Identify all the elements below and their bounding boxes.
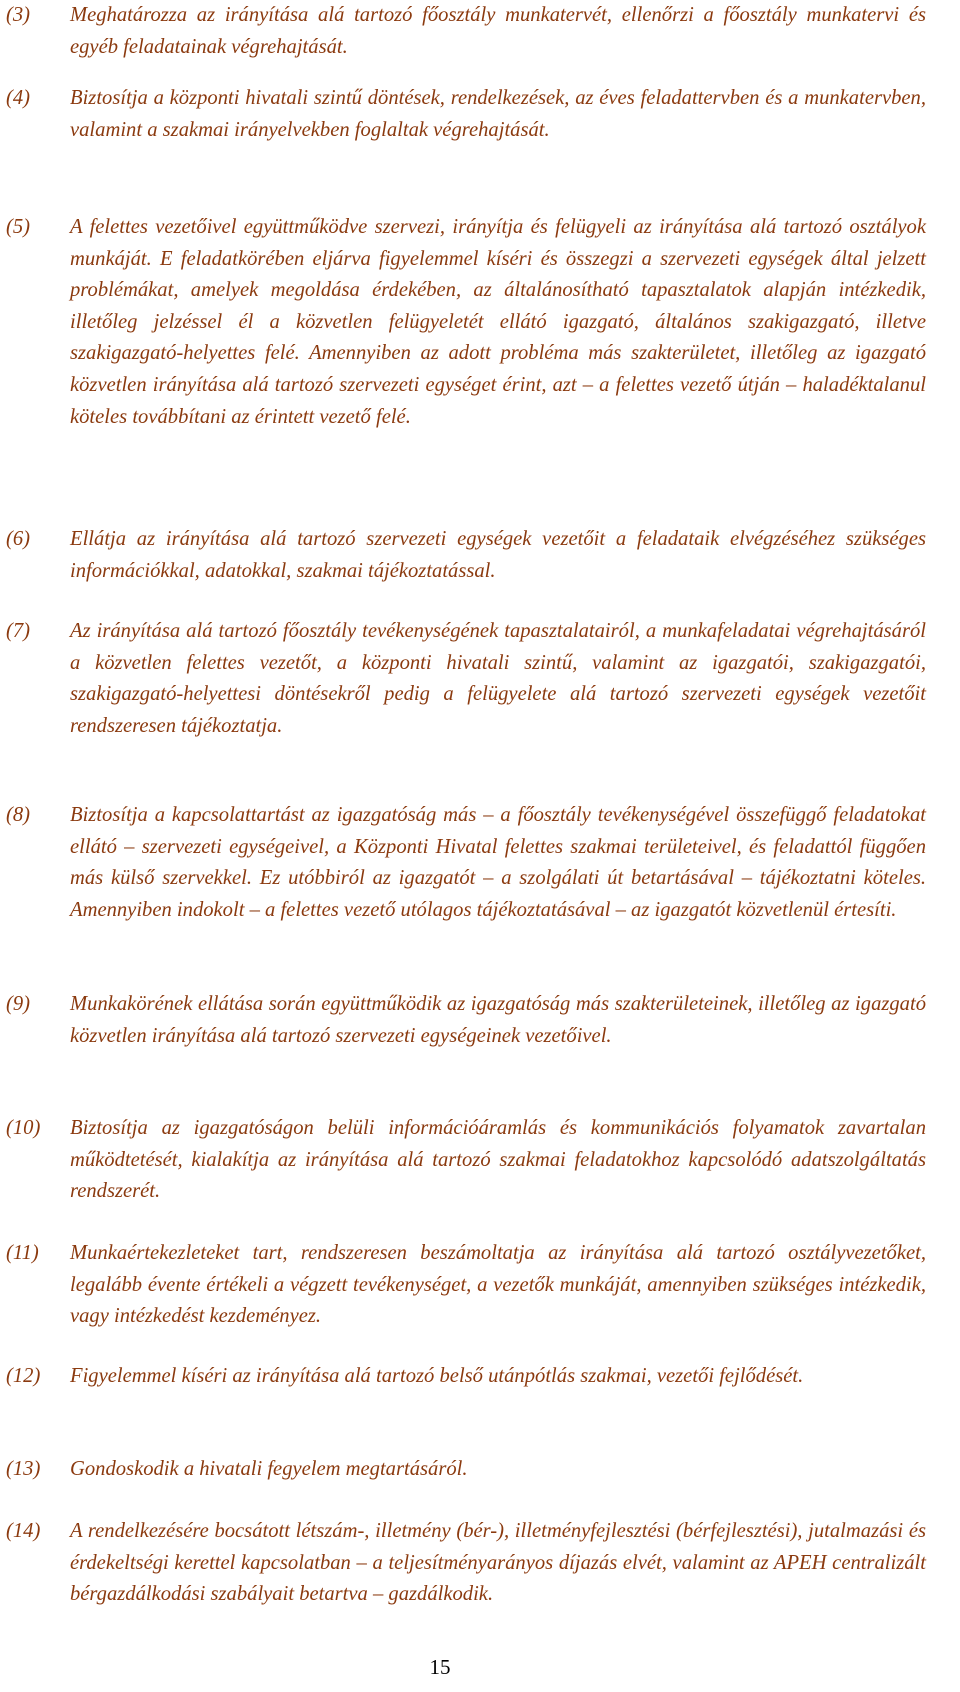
paragraph-6 bbox=[6, 524, 926, 587]
paragraph-number: (11) bbox=[6, 1242, 39, 1264]
paragraph-number: (4) bbox=[6, 87, 31, 109]
paragraph-number: (13) bbox=[6, 1458, 41, 1480]
paragraph-text: A rendelkezésére bocsátott létszám-, illetmény (bér-), illetményfejlesztési (bérfejlesztési), jutalmazási és érdekeltségi kerettel kapcsolatban – a teljesítményarányos díjazás elvét, valamint az APEH centralizált bérgazdálkodási szabályait betartva – gazdálkodik. bbox=[70, 1520, 926, 1606]
paragraph-8 bbox=[6, 800, 926, 926]
paragraph-text: Az irányítása alá tartozó főosztály tevékenységének tapasztalatairól, a munkafeladatai végrehajtásáról a közvetlen felettes vezetőt, a központi hivatali szintű, valamint az igazgatói, szakigazgatói, szakigazgató-helyettesi döntésekről pedig a felügyelete alá tartozó szervezeti egységek vezetőit rendszeresen tájékoztatja. bbox=[70, 620, 926, 737]
paragraph-text: Biztosítja a kapcsolattartást az igazgatóság más – a főosztály tevékenységével összefüggő feladatokat ellátó – szervezeti egységeivel, a Központi Hivatal felettes szakmai területeivel, és feladattól függően más külső szervekkel. Ez utóbbiról az igazgatót – a szolgálati út betartásával – tájékoztatni köteles. Amennyiben indokolt – a felettes vezető utólagos tájékoztatásával – az igazgatót közvetlenül értesíti. bbox=[70, 804, 926, 921]
paragraph-number: (14) bbox=[6, 1520, 41, 1542]
paragraph-4 bbox=[6, 83, 926, 146]
paragraph-5 bbox=[6, 212, 926, 433]
paragraph-12 bbox=[6, 1361, 926, 1393]
paragraph-number: (8) bbox=[6, 804, 31, 826]
paragraph-text: Figyelemmel kíséri az irányítása alá tartozó belső utánpótlás szakmai, vezetői fejlődését. bbox=[70, 1365, 804, 1387]
paragraph-number: (6) bbox=[6, 528, 31, 550]
paragraph-text: Biztosítja a központi hivatali szintű döntések, rendelkezések, az éves feladattervben és a munkatervben, valamint a szakmai irányelvekben foglaltak végrehajtását. bbox=[70, 87, 926, 141]
paragraph-11 bbox=[6, 1238, 926, 1333]
paragraph-text: Munkaértekezleteket tart, rendszeresen beszámoltatja az irányítása alá tartozó osztályvezetőket, legalább évente értékeli a végzett tevékenységet, a vezetők munkáját, amennyiben szükséges intézkedik, vagy intézkedést kezdeményez. bbox=[70, 1242, 926, 1328]
paragraph-9 bbox=[6, 989, 926, 1052]
paragraph-number: (9) bbox=[6, 993, 31, 1015]
page-number: 15 bbox=[429, 1655, 451, 1679]
paragraph-number: (3) bbox=[6, 4, 31, 26]
paragraph-text: Gondoskodik a hivatali fegyelem megtartásáról. bbox=[70, 1458, 468, 1480]
paragraph-text: A felettes vezetőivel együttműködve szervezi, irányítja és felügyeli az irányítása alá tartozó osztályok munkáját. E feladatkörében eljárva figyelemmel kíséri és összegzi a szervezeti egységek által jelzett problémákat, amelyek megoldása érdekében, az általánosítható tapasztalatok alapján intézkedik, illetőleg jelzéssel él a közvetlen felügyeletét ellátó igazgató, általános szakigazgató, illetve szakigazgató-helyettes felé. Amennyiben az adott probléma más szakterületet, illetőleg az igazgató közvetlen irányítása alá tartozó szervezeti egységet érint, azt – a felettes vezető útján – haladéktalanul köteles továbbítani az érintett vezető felé. bbox=[70, 216, 926, 428]
paragraph-7 bbox=[6, 616, 926, 742]
paragraph-10 bbox=[6, 1113, 926, 1208]
paragraph-text: Munkakörének ellátása során együttműködik az igazgatóság más szakterületeinek, illetőleg az igazgató közvetlen irányítása alá tartozó szervezeti egységeinek vezetőivel. bbox=[70, 993, 926, 1047]
paragraph-14 bbox=[6, 1516, 926, 1611]
paragraph-number: (7) bbox=[6, 620, 31, 642]
paragraph-text: Biztosítja az igazgatóságon belüli információáramlás és kommunikációs folyamatok zavartalan működtetését, kialakítja az irányítása alá tartozó szakmai feladatokhoz kapcsolódó adatszolgáltatás rendszerét. bbox=[70, 1117, 926, 1203]
paragraph-text: Ellátja az irányítása alá tartozó szervezeti egységek vezetőit a feladataik elvégzéséhez szükséges információkkal, adatokkal, szakmai tájékoztatással. bbox=[70, 528, 926, 582]
paragraph-number: (10) bbox=[6, 1117, 41, 1139]
paragraph-number: (12) bbox=[6, 1365, 41, 1387]
paragraph-number: (5) bbox=[6, 216, 31, 238]
paragraph-3 bbox=[6, 0, 926, 63]
paragraph-13 bbox=[6, 1454, 926, 1486]
paragraph-text: Meghatározza az irányítása alá tartozó főosztály munkatervét, ellenőrzi a főosztály munkatervi és egyéb feladatainak végrehajtását. bbox=[70, 4, 926, 58]
